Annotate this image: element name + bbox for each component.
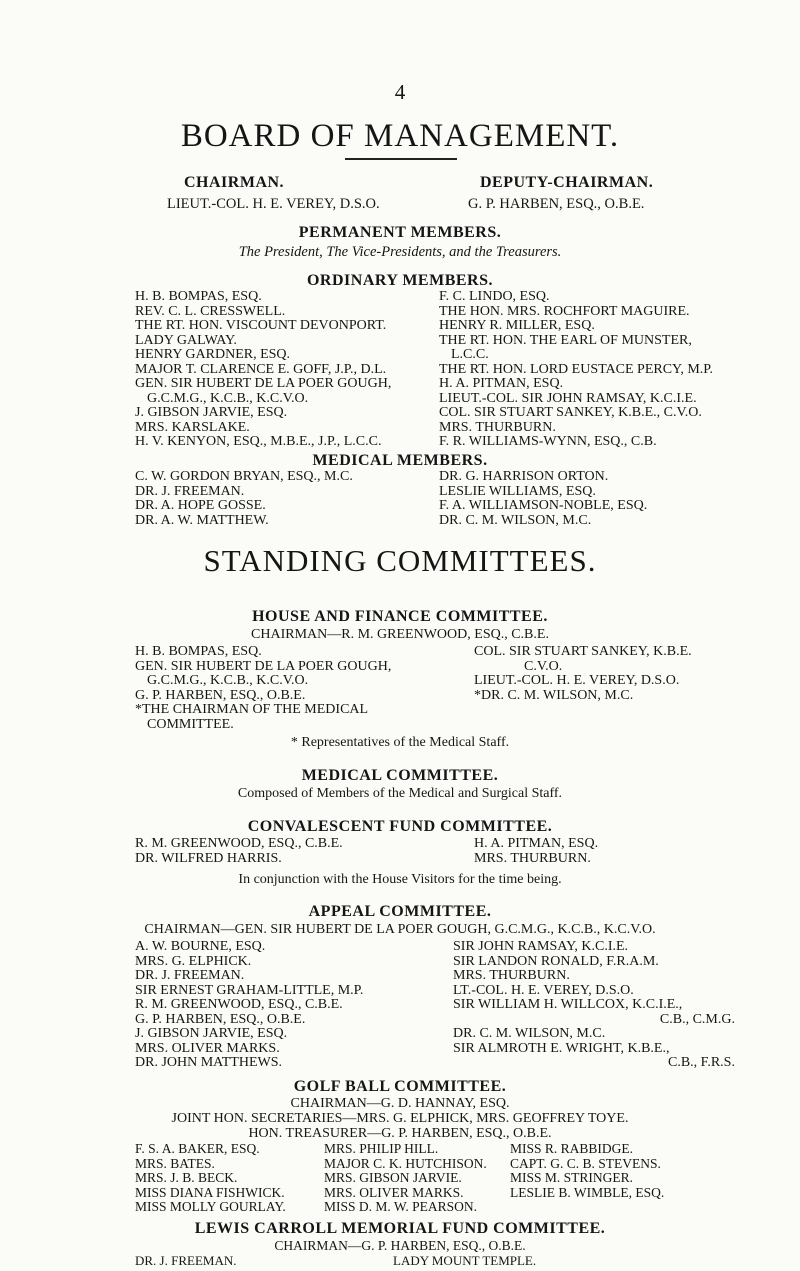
list-item: G. P. HARBEN, ESQ., O.B.E. xyxy=(135,687,306,703)
list-item: *THE CHAIRMAN OF THE MEDICAL xyxy=(135,702,369,717)
house-finance-heading: HOUSE AND FINANCE COMMITTEE. xyxy=(252,608,548,625)
standing-committees-title: STANDING COMMITTEES. xyxy=(203,543,597,578)
list-item: THE HON. MRS. ROCHFORT MAGUIRE. xyxy=(439,303,690,319)
list-item: J. GIBSON JARVIE, ESQ. xyxy=(135,405,288,420)
list-item: MRS. J. B. BECK. xyxy=(135,1170,238,1185)
list-item: DR. A. HOPE GOSSE. xyxy=(135,498,266,513)
list-item: MISS MOLLY GOURLAY. xyxy=(135,1199,286,1214)
list-item: GEN. SIR HUBERT DE LA POER GOUGH, xyxy=(135,376,392,391)
list-item: MRS. OLIVER MARKS. xyxy=(135,1040,280,1056)
list-item: MRS. THURBURN. xyxy=(439,419,556,435)
deputy-chairman-heading: DEPUTY-CHAIRMAN. xyxy=(480,174,654,191)
chairman-heading: CHAIRMAN. xyxy=(184,174,285,191)
list-item: R. M. GREENWOOD, ESQ., C.B.E. xyxy=(135,997,343,1012)
list-item: MISS D. M. W. PEARSON. xyxy=(324,1199,478,1214)
golf-col2 xyxy=(324,1142,487,1215)
list-item: F. A. WILLIAMSON-NOBLE, ESQ. xyxy=(439,498,648,513)
permanent-members-heading: PERMANENT MEMBERS. xyxy=(298,224,502,241)
list-item: H. A. PITMAN, ESQ. xyxy=(439,376,564,391)
list-item: SIR WILLIAM H. WILLCOX, K.C.I.E., xyxy=(453,997,683,1012)
list-item: L.C.C. xyxy=(451,347,489,362)
list-item: MISS R. RABBIDGE. xyxy=(510,1141,634,1156)
list-item: A. W. BOURNE, ESQ. xyxy=(135,939,266,954)
medical-members-left xyxy=(135,470,353,528)
list-item: MRS. THURBURN. xyxy=(474,850,591,866)
list-item: H. A. PITMAN, ESQ. xyxy=(474,836,599,851)
list-item: C.B., C.M.G. xyxy=(659,1011,735,1027)
golf-chairman: CHAIRMAN—G. D. HANNAY, ESQ. xyxy=(290,1096,510,1111)
list-item: GEN. SIR HUBERT DE LA POER GOUGH, xyxy=(135,658,392,674)
list-item: MRS. GIBSON JARVIE. xyxy=(324,1170,462,1185)
house-finance-left xyxy=(135,645,391,732)
lewis-chairman: CHAIRMAN—G. P. HARBEN, ESQ., O.B.E. xyxy=(274,1238,526,1253)
appeal-heading: APPEAL COMMITTEE. xyxy=(308,903,492,920)
medical-committee-heading: MEDICAL COMMITTEE. xyxy=(301,767,499,784)
convalescent-right xyxy=(474,837,598,866)
list-item: THE RT. HON. LORD EUSTACE PERCY, M.P. xyxy=(439,361,714,377)
medical-members-right xyxy=(439,470,647,528)
list-item: THE RT. HON. VISCOUNT DEVONPORT. xyxy=(135,318,387,333)
convalescent-heading: CONVALESCENT FUND COMMITTEE. xyxy=(247,818,553,835)
permanent-members-text: The President, The Vice-Presidents, and the Treasurers. xyxy=(238,244,562,260)
list-item: H. V. KENYON, ESQ., M.B.E., J.P., L.C.C. xyxy=(135,434,382,449)
list-item: H. B. BOMPAS, ESQ. xyxy=(135,644,262,659)
ordinary-members-heading: ORDINARY MEMBERS. xyxy=(306,272,493,289)
list-item: MRS. THURBURN. xyxy=(453,968,570,983)
list-item: G. P. HARBEN, ESQ., O.B.E. xyxy=(135,1011,306,1027)
list-item: COL. SIR STUART SANKEY, K.B.E. xyxy=(474,644,692,659)
list-item: LADY GALWAY. xyxy=(135,332,237,348)
list-item: SIR ALMROTH E. WRIGHT, K.B.E., xyxy=(453,1040,670,1056)
chairman-name: LIEUT.-COL. H. E. VEREY, D.S.O. xyxy=(167,196,380,212)
list-item: COL. SIR STUART SANKEY, K.B.E., C.V.O. xyxy=(439,405,702,420)
list-item: LESLIE WILLIAMS, ESQ. xyxy=(439,483,596,499)
list-item: MRS. KARSLAKE. xyxy=(135,419,250,435)
appeal-right xyxy=(453,940,735,1071)
title-rule xyxy=(345,158,457,160)
appeal-left xyxy=(135,940,363,1071)
list-item: DR. A. W. MATTHEW. xyxy=(135,512,269,528)
list-item: REV. C. L. CRESSWELL. xyxy=(135,303,286,319)
list-item: SIR LANDON RONALD, F.R.A.M. xyxy=(453,953,659,969)
convalescent-left xyxy=(135,837,343,866)
golf-heading: GOLF BALL COMMITTEE. xyxy=(293,1078,507,1095)
list-item: H. B. BOMPAS, ESQ. xyxy=(135,289,262,304)
list-item: SIR JOHN RAMSAY, K.C.I.E. xyxy=(453,939,629,954)
list-item: HENRY GARDNER, ESQ. xyxy=(135,347,291,362)
deputy-chairman-name: G. P. HARBEN, ESQ., O.B.E. xyxy=(468,196,645,212)
list-item: G.C.M.G., K.C.B., K.C.V.O. xyxy=(147,673,309,688)
convalescent-note: In conjunction with the House Visitors for the time being. xyxy=(238,872,562,887)
list-item: LIEUT.-COL. SIR JOHN RAMSAY, K.C.I.E. xyxy=(439,390,697,406)
list-item: MAJOR T. CLARENCE E. GOFF, J.P., D.L. xyxy=(135,361,387,377)
list-item: F. R. WILLIAMS-WYNN, ESQ., C.B. xyxy=(439,434,657,449)
ordinary-members-right xyxy=(439,290,713,450)
list-item: J. GIBSON JARVIE, ESQ. xyxy=(135,1026,288,1041)
list-item: C. W. GORDON BRYAN, ESQ., M.C. xyxy=(135,469,353,484)
list-item: MISS DIANA FISHWICK. xyxy=(135,1184,285,1200)
list-item: C.B., F.R.S. xyxy=(668,1055,735,1070)
list-item: *DR. C. M. WILSON, M.C. xyxy=(474,687,634,703)
house-finance-footnote: * Representatives of the Medical Staff. xyxy=(290,735,510,750)
lewis-heading: LEWIS CARROLL MEMORIAL FUND COMMITTEE. xyxy=(194,1220,606,1237)
list-item: THE RT. HON. THE EARL OF MUNSTER, xyxy=(439,332,692,348)
list-item: COMMITTEE. xyxy=(147,716,234,732)
list-item: LIEUT.-COL. H. E. VEREY, D.S.O. xyxy=(474,673,680,688)
medical-members-heading: MEDICAL MEMBERS. xyxy=(312,452,488,469)
list-item: CAPT. G. C. B. STEVENS. xyxy=(510,1155,661,1171)
list-item: LT.-COL. H. E. VEREY, D.S.O. xyxy=(453,982,634,998)
list-item: DR. JOHN MATTHEWS. xyxy=(135,1055,282,1070)
lewis-right xyxy=(393,1254,536,1268)
list-item: DR. C. M. WILSON, M.C. xyxy=(453,1026,606,1041)
medical-committee-text: Composed of Members of the Medical and Surgical Staff. xyxy=(237,786,563,801)
list-item: MRS. OLIVER MARKS. xyxy=(324,1184,464,1200)
list-item: DR. G. HARRISON ORTON. xyxy=(439,469,609,484)
list-item: DR. C. M. WILSON, M.C. xyxy=(439,512,592,528)
golf-col1 xyxy=(135,1142,286,1215)
list-item: DR. J. FREEMAN. xyxy=(135,968,245,983)
golf-col3 xyxy=(510,1142,664,1200)
list-item: MRS. BATES. xyxy=(135,1155,215,1171)
list-item: SIR ERNEST GRAHAM-LITTLE, M.P. xyxy=(135,982,364,998)
list-item: MRS. G. ELPHICK. xyxy=(135,953,252,969)
board-title: BOARD OF MANAGEMENT. xyxy=(180,118,620,154)
list-item: R. M. GREENWOOD, ESQ., C.B.E. xyxy=(135,836,343,851)
golf-treasurer: HON. TREASURER—G. P. HARBEN, ESQ., O.B.E. xyxy=(248,1126,552,1141)
golf-secretaries: JOINT HON. SECRETARIES—MRS. G. ELPHICK, MRS. GEOFFREY TOYE. xyxy=(171,1111,629,1126)
house-finance-chairman: CHAIRMAN—R. M. GREENWOOD, ESQ., C.B.E. xyxy=(251,627,549,642)
list-item: G.C.M.G., K.C.B., K.C.V.O. xyxy=(147,390,309,406)
page-number: 4 xyxy=(394,80,406,104)
list-item: DR. WILFRED HARRIS. xyxy=(135,850,282,866)
list-item: C.V.O. xyxy=(524,658,563,674)
appeal-chairman: CHAIRMAN—GEN. SIR HUBERT DE LA POER GOUGH, G.C.M.G., K.C.B., K.C.V.O. xyxy=(144,922,656,937)
list-item: DR. J. FREEMAN. xyxy=(135,483,245,499)
list-item: MRS. PHILIP HILL. xyxy=(324,1141,439,1156)
list-item: F. C. LINDO, ESQ. xyxy=(439,289,550,304)
list-item: MISS M. STRINGER. xyxy=(510,1170,634,1185)
list-item: HENRY R. MILLER, ESQ. xyxy=(439,318,595,333)
ordinary-members-left xyxy=(135,290,391,450)
lewis-left xyxy=(135,1254,237,1268)
list-item: MAJOR C. K. HUTCHISON. xyxy=(324,1155,487,1171)
list-item: LESLIE B. WIMBLE, ESQ. xyxy=(510,1184,665,1200)
list-item: F. S. A. BAKER, ESQ. xyxy=(135,1141,260,1156)
house-finance-right xyxy=(474,645,692,703)
list-item: DR. J. FREEMAN. xyxy=(135,1253,237,1268)
list-item: LADY MOUNT TEMPLE. xyxy=(393,1253,537,1268)
